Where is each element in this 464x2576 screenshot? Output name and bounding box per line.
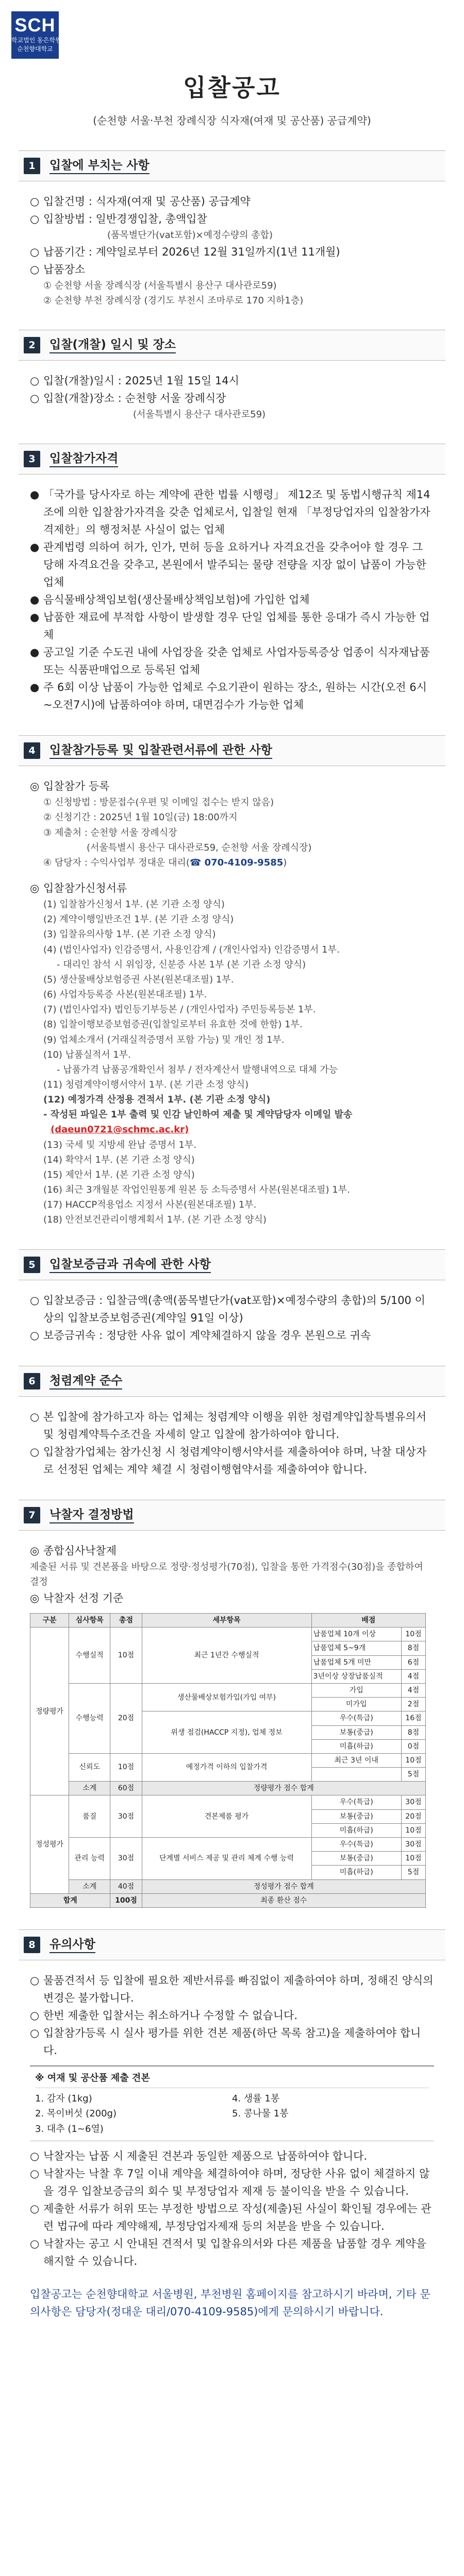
- section-title: 입찰(개찰) 일시 및 장소: [49, 337, 176, 353]
- list-item: 입찰보증금 : 입찰금액(총액(품목별단가(vat포함)×예정수량의 총합)의 5/100 이상의 입찰보증보험증권(계약일 91일 이상): [43, 1294, 425, 1324]
- sample-list-box: [30, 2065, 434, 2141]
- logo-line-1: 학교법인 동은학원: [11, 37, 61, 44]
- table-cell: 위생 점검(HACCP 지정), 업체 정보: [142, 1711, 311, 1754]
- sample-item: 2. 목이버섯 (200g): [35, 2108, 117, 2120]
- subheading: 종합심사낙찰제: [43, 1544, 117, 1557]
- list-subitem: ② 순천향 부천 장례식장 (경기도 부천시 조마루로 170 지하1층): [43, 295, 304, 306]
- section-number: 5: [24, 1257, 40, 1273]
- document-list-item: (18) 안전보건관리이행계획서 1부. (본 기관 소정 양식): [43, 1214, 267, 1226]
- table-header-cell: 배점: [311, 1614, 425, 1628]
- section-title: 입찰보증금과 귀속에 관한 사항: [49, 1257, 211, 1273]
- section-1-header: [19, 150, 445, 181]
- table-cell: 10점: [401, 1753, 425, 1767]
- table-header-cell: 세부항목: [142, 1614, 311, 1628]
- table-row: [30, 1628, 426, 1641]
- table-cell: 미가입: [311, 1698, 401, 1711]
- section-title: 청렴계약 준수: [49, 1373, 122, 1389]
- list-item: 물품견적서 등 입찰에 필요한 제반서류를 빠짐없이 제출하여야 하며, 정해진 양식의 변경은 불가합니다.: [43, 1974, 434, 2004]
- table-cell: 0점: [401, 1739, 425, 1753]
- list-item: 공고일 기준 수도권 내에 사업장을 갖춘 업체로 사업자등록증상 업종이 식자재납품 또는 식품판매업으로 등록된 업체: [43, 646, 430, 676]
- subheading: 입찰참가신청서류: [43, 882, 127, 895]
- bullet-icon: ○: [30, 1445, 40, 1458]
- subheading: 낙찰자 선정 기준: [43, 1592, 124, 1604]
- section-8-header: [19, 1929, 445, 1960]
- table-cell: 정량평가: [30, 1628, 69, 1795]
- table-cell: 10점: [401, 1823, 425, 1837]
- list-item: 보증금귀속 : 정당한 사유 없이 계약체결하지 않을 경우 본원으로 귀속: [43, 1329, 371, 1342]
- paragraph: 제출된 서류 및 견본품을 바탕으로 정량·정성평가(70점), 입찰을 통한 가격점수(30점)을 종합하여 결정: [30, 1561, 423, 1587]
- table-cell: 보통(중급): [311, 1809, 401, 1823]
- bullet-icon: ○: [30, 245, 40, 258]
- table-cell: 8점: [401, 1725, 425, 1739]
- bullet-icon: ○: [30, 2237, 40, 2250]
- list-item: 낙찰자는 낙찰 후 7일 이내 계약을 체결하여야 하며, 정당한 사유 없이 체결하지 않을 경우 입찰보증금의 회수 및 부정당업자 제재 등 불이익을 받을 수 있습니다.: [43, 2167, 430, 2197]
- table-cell: 30점: [401, 1838, 425, 1852]
- bullet-icon: ○: [30, 1294, 40, 1307]
- list-item: 낙찰자는 공고 시 안내된 견적서 및 입찰유의서와 다른 제품을 납품할 경우 계약을 해지할 수 있습니다.: [43, 2237, 426, 2267]
- table-cell: 우수(특급): [311, 1711, 401, 1725]
- table-cell: 가입: [311, 1683, 401, 1697]
- table-cell: 최근 3년 이내: [311, 1753, 401, 1767]
- list-subitem: (서울특별시 용산구 대사관로59): [133, 409, 266, 420]
- table-cell: 합계: [30, 1893, 110, 1907]
- table-cell: 정성평가: [30, 1795, 69, 1893]
- list-item: 낙찰자는 납품 시 제출된 견본과 동일한 제품으로 납품하여야 합니다.: [43, 2149, 368, 2162]
- list-subitem: ② 신청기간 : 2025년 1월 10일(금) 18:00까지: [43, 812, 238, 823]
- document-list-item: (4) (법인사업자) 인감증명서, 사용인감계 / (개인사업자) 인감증명서 1부.: [43, 944, 340, 955]
- document-list-item: - 대리인 참석 시 위임장, 신분증 사본 1부 (본 기관 소정 양식): [57, 959, 306, 970]
- list-subitem-bold: (12) 예정가격 산정용 견적서 1부. (본 기관 소정 양식): [43, 1094, 271, 1106]
- table-cell: 30점: [110, 1838, 142, 1880]
- list-item: 입찰(개찰)일시 : 2025년 1월 15일 14시: [43, 374, 239, 387]
- table-cell: 소계: [69, 1879, 110, 1893]
- section-6: [0, 1366, 464, 1478]
- section-2-header: [19, 330, 445, 361]
- bullet-icon: ○: [30, 263, 40, 276]
- document-list-item: (14) 확약서 1부. (본 기관 소정 양식): [43, 1154, 195, 1165]
- phone-link[interactable]: ☎ 070-4109-9585: [189, 857, 284, 868]
- bullet-icon: ●: [30, 594, 40, 606]
- section-title: 낙찰자 결정방법: [49, 1507, 134, 1523]
- list-item: 한번 제출한 입찰서는 취소하거나 수정할 수 없습니다.: [43, 2009, 298, 2022]
- section-title: 유의사항: [49, 1937, 95, 1953]
- list-item: 「국가를 당사자로 하는 계약에 관한 법률 시행령」 제12조 및 동법시행규칙 제14조에 의한 입찰참가자격을 갖춘 업체로서, 입찰일 현재 「부정당업자의 입찰참가자격제한」의 행정처분 사실이 없는 업체: [43, 488, 430, 536]
- bullet-icon: ○: [30, 213, 40, 226]
- bullet-icon: ◎: [30, 1592, 40, 1604]
- section-3-header: [19, 444, 445, 474]
- logo-line-2: 순천향대학교: [17, 45, 53, 53]
- table-cell: 8점: [401, 1641, 425, 1655]
- document-list-item: (6) 사업자등록증 사본(원본대조필) 1부.: [43, 989, 207, 1001]
- section-number: 3: [24, 451, 40, 467]
- table-cell: 30점: [110, 1795, 142, 1838]
- bullet-icon: ●: [30, 681, 40, 694]
- list-item: 납품한 재료에 부적합 사항이 발생할 경우 단일 업체를 통한 응대가 즉시 가능한 업체: [43, 611, 430, 641]
- list-item: 제출한 서류가 허위 또는 부정한 방법으로 작성(제출)된 사실이 확인될 경우에는 관련 법규에 따라 계약해제, 부정당업자제재 등의 처분을 받을 수 있습니다.: [43, 2202, 432, 2232]
- bullet-icon: ◎: [30, 882, 40, 895]
- table-cell: 납품업체 5개 미만: [311, 1655, 401, 1669]
- section-5-header: [19, 1249, 445, 1280]
- document-list-item: (13) 국세 및 지방세 완납 증명서 1부.: [43, 1139, 197, 1150]
- section-8: [0, 1929, 464, 2270]
- document-list-item: (8) 입찰이행보증보험증권(입찰일로부터 유효한 것에 한함) 1부.: [43, 1019, 303, 1030]
- list-subitem: ① 순천향 서울 장례식장 (서울특별시 용산구 대사관로59): [43, 280, 277, 291]
- list-item: 관계법령 의하여 허가, 인가, 면허 등을 요하거나 자격요건을 갖추어야 할 경우 그 당해 자격요건을 갖추고, 본원에서 발주되는 물량 전량을 지장 없이 납품이 가능한 업체: [43, 541, 426, 589]
- sample-item: 5. 콩나물 1봉: [232, 2108, 289, 2120]
- sample-item: 4. 생률 1봉: [232, 2093, 280, 2105]
- table-header-cell: 총점: [110, 1614, 142, 1628]
- bullet-icon: ○: [30, 2027, 40, 2039]
- document-list-item: (16) 최근 3개월분 작업인원통계 원본 등 소득증명서 사본(원본대조필) 1부.: [43, 1184, 350, 1196]
- table-cell: 최근 1년간 수행실적: [142, 1628, 311, 1684]
- table-header-row: [30, 1614, 426, 1628]
- section-5: [0, 1249, 464, 1344]
- page-title: 입찰공고: [183, 74, 281, 101]
- table-cell: 30점: [401, 1795, 425, 1809]
- document-list-item: (9) 업체소개서 (거래실적증명서 포함 가능) 및 개인 정 1부.: [43, 1034, 285, 1045]
- table-cell: 보통(중급): [311, 1852, 401, 1866]
- table-cell: 관리 능력: [69, 1838, 110, 1880]
- bullet-icon: ○: [30, 195, 40, 208]
- table-cell: 16점: [401, 1711, 425, 1725]
- table-cell: 60점: [110, 1782, 142, 1795]
- bullet-icon: ○: [30, 392, 40, 404]
- table-cell: 40점: [110, 1879, 142, 1893]
- section-number: 7: [24, 1507, 40, 1523]
- list-item: 납품장소: [43, 263, 86, 276]
- document-list-item: (3) 입찰유의사항 1부. (본 기관 소정 양식): [43, 929, 216, 940]
- document-list-item: (11) 청렴계약이행서약서 1부. (본 기관 소정 양식): [43, 1079, 249, 1090]
- table-cell: 10점: [401, 1628, 425, 1641]
- scoring-table: [30, 1613, 426, 1908]
- footer-note: 입찰공고는 순천향대학교 서울병원, 부천병원 홈페이지를 참고하시기 바라며, 기타 문의사항은 담당자(정대운 대리/070-4109-9585)에게 문의하시기 바랍니다.: [30, 2287, 430, 2318]
- table-cell: 미흡(하급): [311, 1739, 401, 1753]
- document-list-item: (5) 생산물배상보험증권 사본(원본대조필) 1부.: [43, 974, 234, 985]
- document-list-item: (17) HACCP적용업소 지정서 사본(원본대조필) 1부.: [43, 1199, 257, 1211]
- list-subitem: ① 신청방법 : 방문접수(우편 및 이메일 접수는 받지 않음): [43, 797, 274, 808]
- table-cell: 견본제품 평가: [142, 1795, 311, 1838]
- table-cell: 품질: [69, 1795, 110, 1838]
- email-link[interactable]: (daeun0721@schmc.ac.kr): [51, 1124, 189, 1136]
- document-list-item: - 납품가격 납품공개확인서 첨부 / 전자계산서 발행내역으로 대체 가능: [57, 1064, 338, 1075]
- table-cell: 소계: [69, 1782, 110, 1795]
- list-item: 입찰참가등록 시 실사 평가를 위한 견본 제품(하단 목록 참고)을 제출하여야 합니다.: [43, 2027, 421, 2057]
- table-cell: 20점: [110, 1683, 142, 1753]
- table-cell: 2점: [401, 1698, 425, 1711]
- table-cell: 납품업체 10개 이상: [311, 1628, 401, 1641]
- list-item: 입찰건명 : 식자재(여재 및 공산품) 공급계약: [43, 195, 251, 208]
- table-row: [30, 1683, 426, 1697]
- section-title: 입찰참가자격: [49, 451, 118, 467]
- table-cell: 3년이상 상장납품실적: [311, 1669, 401, 1683]
- list-subitem: (서울특별시 용산구 대사관로59, 순천향 서울 장례식장): [87, 842, 312, 853]
- subheading: 입찰참가 등록: [43, 780, 110, 793]
- sample-list-title: ※ 여재 및 공산품 제출 견본: [35, 2071, 429, 2088]
- section-7-header: [19, 1500, 445, 1531]
- bullet-icon: ●: [30, 646, 40, 659]
- section-4-header: [19, 735, 445, 766]
- list-subitem: (품목별단가(vat포함)×예정수량의 총합): [107, 230, 273, 241]
- table-row: [30, 1838, 426, 1852]
- sample-item: 3. 대추 (1~6열): [35, 2123, 104, 2134]
- list-subitem-bold: - 작성된 파일은 1부 출력 및 인감 날인하여 제출 및 계약담당자 이메일 발송: [43, 1109, 353, 1121]
- document-list-item: (10) 납품실적서 1부.: [43, 1049, 131, 1060]
- table-cell: 정성평가 점수 합계: [142, 1879, 425, 1893]
- section-number: 6: [24, 1373, 40, 1389]
- table-cell: 최종 환산 점수: [142, 1893, 425, 1907]
- table-cell: 4점: [401, 1669, 425, 1683]
- table-cell: 단계별 서비스 제공 및 관리 체계 수행 능력: [142, 1838, 311, 1880]
- bullet-icon: ○: [30, 1410, 40, 1423]
- table-row: [30, 1753, 426, 1767]
- bullet-icon: ○: [30, 2149, 40, 2162]
- table-cell: 6점: [401, 1655, 425, 1669]
- table-cell: 예정가격 이하의 입찰가격: [142, 1753, 311, 1781]
- document-list-item: (7) (법인사업자) 법인등기부등본 / (개인사업자) 주민등록등본 1부.: [43, 1004, 316, 1015]
- document-list-item: (15) 제안서 1부. (본 기관 소정 양식): [43, 1169, 195, 1180]
- table-cell: [311, 1768, 401, 1782]
- section-number: 1: [24, 158, 40, 174]
- section-4: [0, 735, 464, 1227]
- list-item: 본 입찰에 참가하고자 하는 업체는 청렴계약 이행을 위한 청렴계약입찰특별유의서 및 청렴계약특수조건을 자세히 알고 입찰에 참가하여야 합니다.: [43, 1410, 427, 1440]
- table-cell: 신뢰도: [69, 1753, 110, 1781]
- section-number: 8: [24, 1937, 40, 1953]
- university-logo: [11, 11, 59, 59]
- table-cell: 우수(특급): [311, 1838, 401, 1852]
- bullet-icon: ◎: [30, 780, 40, 793]
- bullet-icon: ○: [30, 2202, 40, 2215]
- document-list-item: (2) 계약이행일반조건 1부. (본 기관 소정 양식): [43, 914, 234, 925]
- table-cell: 100점: [110, 1893, 142, 1907]
- table-cell: 5점: [401, 1866, 425, 1879]
- table-cell: 보통(중급): [311, 1725, 401, 1739]
- table-header-cell: 심사항목: [69, 1614, 110, 1628]
- document-list-item: (1) 입찰참가신청서 1부. (본 기관 소정 양식): [43, 899, 225, 910]
- table-header-cell: 구분: [30, 1614, 69, 1628]
- list-item: 주 6회 이상 납품이 가능한 업체로 수요기관이 원하는 장소, 원하는 시간(오전 6시~오전7시)에 납품하여야 하며, 대면검수가 가능한 업체: [43, 681, 427, 711]
- bullet-icon: ○: [30, 374, 40, 387]
- section-1: [0, 150, 464, 308]
- table-cell: 수행능력: [69, 1683, 110, 1753]
- table-subtotal-row: [30, 1879, 426, 1893]
- bullet-icon: ●: [30, 488, 40, 501]
- table-cell: 10점: [401, 1852, 425, 1866]
- section-number: 4: [24, 742, 40, 759]
- section-3: [0, 444, 464, 714]
- bullet-icon: ○: [30, 2167, 40, 2180]
- bullet-icon: ○: [30, 1329, 40, 1342]
- list-item: 입찰(개찰)장소 : 순천향 서울 장례식장: [43, 392, 226, 404]
- list-item: 입찰방법 : 일반경쟁입찰, 총액입찰: [43, 213, 207, 226]
- bullet-icon: ○: [30, 1974, 40, 1987]
- table-cell: 수행실적: [69, 1628, 110, 1684]
- table-cell: 정량평가 점수 합계: [142, 1782, 425, 1795]
- contact-line: ④ 담당자 : 수익사업부 정대운 대리(☎ 070-4109-9585): [43, 857, 287, 868]
- table-cell: 생산물배상보험가입(가입 여부): [142, 1683, 311, 1711]
- section-number: 2: [24, 337, 40, 353]
- list-subitem: ③ 제출처 : 순천향 서울 장례식장: [43, 827, 177, 838]
- page-subtitle: (순천향 서울·부천 장례식장 식자재(여재 및 공산품) 공급계약): [93, 114, 371, 127]
- list-item: 납품기간 : 계약일로부터 2026년 12월 31일까지(1년 11개월): [43, 245, 340, 258]
- section-6-header: [19, 1366, 445, 1397]
- table-cell: 4점: [401, 1683, 425, 1697]
- table-cell: 미흡(하급): [311, 1823, 401, 1837]
- table-cell: 20점: [401, 1809, 425, 1823]
- bullet-icon: ●: [30, 541, 40, 554]
- list-item: 음식물배상책임보험(생산물배상책임보험)에 가입한 업체: [43, 594, 310, 606]
- sample-item: 1. 감자 (1kg): [35, 2093, 92, 2105]
- section-7: [0, 1500, 464, 1908]
- table-cell: 10점: [110, 1753, 142, 1781]
- table-cell: 납품업체 5~9개: [311, 1641, 401, 1655]
- section-title: 입찰참가등록 및 입찰관련서류에 관한 사항: [49, 742, 272, 759]
- bullet-icon: ○: [30, 2009, 40, 2022]
- table-cell: 미흡(하급): [311, 1866, 401, 1879]
- table-row: [30, 1795, 426, 1809]
- table-cell: 우수(특급): [311, 1795, 401, 1809]
- list-item: 입찰참가업체는 참가신청 시 청렴계약이행서약서를 제출하여야 하며, 낙찰 대상자로 선정된 업체는 계약 체결 시 청렴이행협약서를 제출하여야 합니다.: [43, 1445, 427, 1476]
- section-2: [0, 330, 464, 422]
- table-total-row: [30, 1893, 426, 1907]
- table-cell: 5점: [401, 1768, 425, 1782]
- bullet-icon: ◎: [30, 1544, 40, 1557]
- section-title: 입찰에 부치는 사항: [49, 158, 150, 174]
- logo-mark: SCH: [14, 14, 56, 36]
- bullet-icon: ●: [30, 611, 40, 624]
- table-subtotal-row: [30, 1782, 426, 1795]
- table-cell: 10점: [110, 1628, 142, 1684]
